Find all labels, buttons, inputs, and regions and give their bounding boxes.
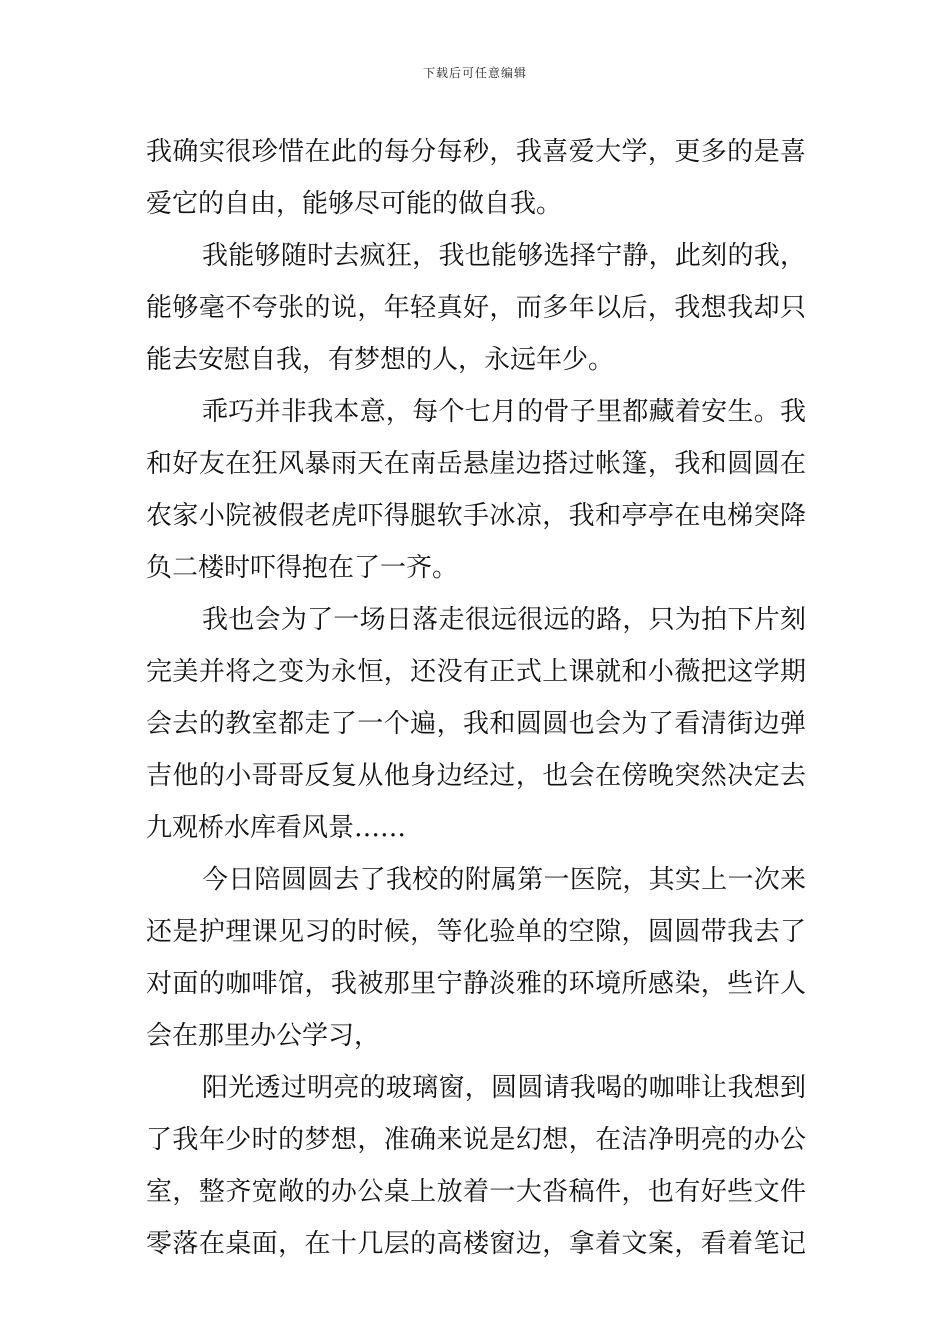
text-line: 还是护理课见习的时候，等化验单的空隙，圆圆带我去了 <box>146 917 806 947</box>
text-line: 完美并将之变为永恒，还没有正式上课就和小薇把这学期 <box>146 657 806 687</box>
text-line: 爱它的自由，能够尽可能的做自我。 <box>146 189 563 219</box>
text-line: 和好友在狂风暴雨天在南岳悬崖边搭过帐篷，我和圆圆在 <box>146 449 806 479</box>
paragraph <box>146 854 806 1062</box>
text-line: 负二楼时吓得抱在了一齐。 <box>146 553 459 583</box>
text-line: 零落在桌面，在十几层的高楼窗边，拿着文案，看着笔记 <box>146 1229 806 1259</box>
document-body <box>146 126 806 1270</box>
text-line: 会在那里办公学习， <box>146 1021 381 1051</box>
text-line: 室，整齐宽敞的办公桌上放着一大沓稿件，也有好些文件 <box>146 1177 806 1207</box>
text-line: 今日陪圆圆去了我校的附属第一医院，其实上一次来 <box>202 865 806 895</box>
text-line: 乖巧并非我本意，每个七月的骨子里都藏着安生。我 <box>202 397 806 427</box>
page-header: 下载后可任意编辑 <box>422 66 527 80</box>
paragraph <box>146 126 806 230</box>
text-line: 能去安慰自我，有梦想的人，永远年少。 <box>146 345 615 375</box>
text-line: 吉他的小哥哥反复从他身边经过，也会在傍晚突然决定去 <box>146 761 806 791</box>
text-line: 九观桥水库看风景…… <box>146 813 407 843</box>
text-line: 我也会为了一场日落走很远很远的路，只为拍下片刻 <box>202 605 806 635</box>
text-line: 我确实很珍惜在此的每分每秒，我喜爱大学，更多的是喜 <box>146 137 806 167</box>
text-line: 对面的咖啡馆，我被那里宁静淡雅的环境所感染，些许人 <box>146 969 806 999</box>
text-line: 农家小院被假老虎吓得腿软手冰凉，我和亭亭在电梯突降 <box>146 501 806 531</box>
paragraph <box>146 594 806 854</box>
text-line: 能够毫不夸张的说，年轻真好，而多年以后，我想我却只 <box>146 293 806 323</box>
text-line: 我能够随时去疯狂，我也能够选择宁静，此刻的我， <box>202 241 806 271</box>
text-line: 阳光透过明亮的玻璃窗，圆圆请我喝的咖啡让我想到 <box>202 1073 806 1103</box>
paragraph <box>146 1062 806 1270</box>
text-line: 了我年少时的梦想，准确来说是幻想，在洁净明亮的办公 <box>146 1125 806 1155</box>
text-line: 会去的教室都走了一个遍，我和圆圆也会为了看清街边弹 <box>146 709 806 739</box>
paragraph <box>146 386 806 594</box>
paragraph <box>146 230 806 386</box>
